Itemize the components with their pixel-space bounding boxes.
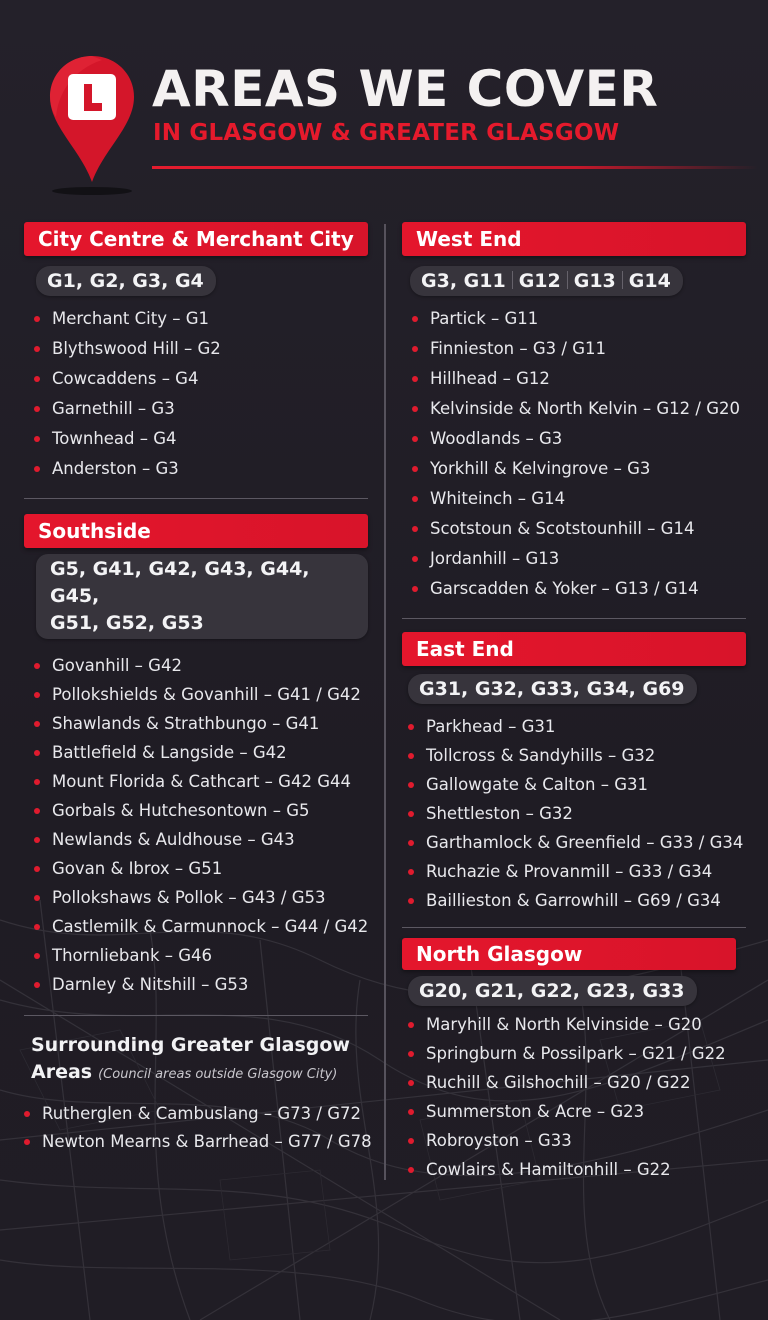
list-item: Anderston – G3 bbox=[34, 454, 368, 484]
surrounding-title-line2: Areas bbox=[31, 1061, 93, 1083]
surrounding-note: (Council areas outside Glasgow City) bbox=[98, 1067, 338, 1082]
list-item: Govan & Ibrox – G51 bbox=[34, 854, 368, 883]
list-item: Hillhead – G12 bbox=[412, 364, 746, 394]
list-item: Finnieston – G3 / G11 bbox=[412, 334, 746, 364]
postcode-badge: G20, G21, G22, G23, G33 bbox=[408, 976, 697, 1006]
postcode-badge bbox=[36, 554, 368, 639]
section-title: North Glasgow bbox=[402, 938, 736, 970]
list-item: Whiteinch – G14 bbox=[412, 484, 746, 514]
list-item: Jordanhill – G13 bbox=[412, 544, 746, 574]
postcode: G14 bbox=[628, 270, 671, 292]
list-item: Newlands & Auldhouse – G43 bbox=[34, 825, 368, 854]
list-item: Pollokshaws & Pollok – G43 / G53 bbox=[34, 883, 368, 912]
section-divider bbox=[24, 1015, 368, 1016]
area-list bbox=[34, 651, 368, 999]
section-north-glasgow bbox=[402, 938, 746, 1184]
list-item: Garnethill – G3 bbox=[34, 394, 368, 424]
list-item: Yorkhill & Kelvingrove – G3 bbox=[412, 454, 746, 484]
list-item: Parkhead – G31 bbox=[408, 712, 746, 741]
list-item: Woodlands – G3 bbox=[412, 424, 746, 454]
area-list bbox=[408, 1010, 746, 1184]
list-item: Garscadden & Yoker – G13 / G14 bbox=[412, 574, 746, 604]
list-item: Scotstoun & Scotstounhill – G14 bbox=[412, 514, 746, 544]
list-item: Mount Florida & Cathcart – G42 G44 bbox=[34, 767, 368, 796]
list-item: Maryhill & North Kelvinside – G20 bbox=[408, 1010, 746, 1039]
section-title: West End bbox=[402, 222, 746, 256]
postcode-badge bbox=[410, 266, 683, 296]
section-west-end bbox=[402, 222, 746, 604]
area-list bbox=[24, 1100, 372, 1156]
header-rule bbox=[152, 166, 758, 169]
list-item: Blythswood Hill – G2 bbox=[34, 334, 368, 364]
list-item: Partick – G11 bbox=[412, 304, 746, 334]
list-item: Shawlands & Strathbungo – G41 bbox=[34, 709, 368, 738]
section-southside bbox=[24, 514, 368, 999]
postcode-badge: G1, G2, G3, G4 bbox=[36, 266, 216, 296]
postcode-line: G51, G52, G53 bbox=[50, 612, 204, 634]
postcode: G12 bbox=[518, 270, 561, 292]
list-item: Garthamlock & Greenfield – G33 / G34 bbox=[408, 828, 746, 857]
list-item: Newton Mearns & Barrhead – G77 / G78 bbox=[24, 1128, 368, 1156]
section-divider bbox=[402, 618, 746, 619]
column-divider bbox=[384, 224, 386, 1180]
section-divider bbox=[24, 498, 368, 499]
postcode-badge: G31, G32, G33, G34, G69 bbox=[408, 674, 697, 704]
area-list bbox=[408, 712, 746, 915]
list-item: Shettleston – G32 bbox=[408, 799, 746, 828]
list-item: Govanhill – G42 bbox=[34, 651, 368, 680]
postcode-line: G5, G41, G42, G43, G44, G45, bbox=[50, 558, 310, 607]
list-item: Castlemilk & Carmunnock – G44 / G42 bbox=[34, 912, 368, 941]
section-surrounding bbox=[24, 1032, 372, 1156]
page-subtitle: IN GLASGOW & GREATER GLASGOW bbox=[153, 120, 620, 146]
left-column bbox=[24, 222, 372, 1156]
list-item: Gorbals & Hutchesontown – G5 bbox=[34, 796, 368, 825]
list-item: Ruchill & Gilshochill – G20 / G22 bbox=[408, 1068, 746, 1097]
list-item: Rutherglen & Cambuslang – G73 / G72 bbox=[24, 1100, 368, 1128]
list-item: Baillieston & Garrowhill – G69 / G34 bbox=[408, 886, 746, 915]
area-list bbox=[34, 304, 368, 484]
surrounding-title: Surrounding Greater Glasgow bbox=[31, 1034, 350, 1056]
list-item: Summerston & Acre – G23 bbox=[408, 1097, 746, 1126]
postcode-separator bbox=[622, 271, 623, 289]
page-title: AREAS WE COVER bbox=[152, 60, 659, 118]
list-item: Darnley & Nitshill – G53 bbox=[34, 970, 368, 999]
section-title bbox=[31, 1032, 368, 1088]
list-item: Kelvinside & North Kelvin – G12 / G20 bbox=[412, 394, 746, 424]
list-item: Pollokshields & Govanhill – G41 / G42 bbox=[34, 680, 368, 709]
area-list bbox=[412, 304, 746, 604]
postcode-separator bbox=[512, 271, 513, 289]
list-item: Townhead – G4 bbox=[34, 424, 368, 454]
section-title: East End bbox=[402, 632, 746, 666]
list-item: Thornliebank – G46 bbox=[34, 941, 368, 970]
list-item: Cowcaddens – G4 bbox=[34, 364, 368, 394]
section-title: City Centre & Merchant City bbox=[24, 222, 368, 256]
list-item: Cowlairs & Hamiltonhill – G22 bbox=[408, 1155, 746, 1184]
section-city-centre bbox=[24, 222, 368, 484]
section-east-end bbox=[402, 632, 746, 915]
postcode: G3, G11 bbox=[421, 270, 506, 292]
postcode-separator bbox=[567, 271, 568, 289]
map-pin-logo-icon bbox=[48, 54, 138, 196]
section-divider bbox=[402, 927, 746, 928]
right-column bbox=[402, 222, 746, 1184]
list-item: Merchant City – G1 bbox=[34, 304, 368, 334]
list-item: Robroyston – G33 bbox=[408, 1126, 746, 1155]
list-item: Springburn & Possilpark – G21 / G22 bbox=[408, 1039, 746, 1068]
section-title: Southside bbox=[24, 514, 368, 548]
postcode: G13 bbox=[573, 270, 616, 292]
list-item: Tollcross & Sandyhills – G32 bbox=[408, 741, 746, 770]
list-item: Gallowgate & Calton – G31 bbox=[408, 770, 746, 799]
list-item: Battlefield & Langside – G42 bbox=[34, 738, 368, 767]
list-item: Ruchazie & Provanmill – G33 / G34 bbox=[408, 857, 746, 886]
